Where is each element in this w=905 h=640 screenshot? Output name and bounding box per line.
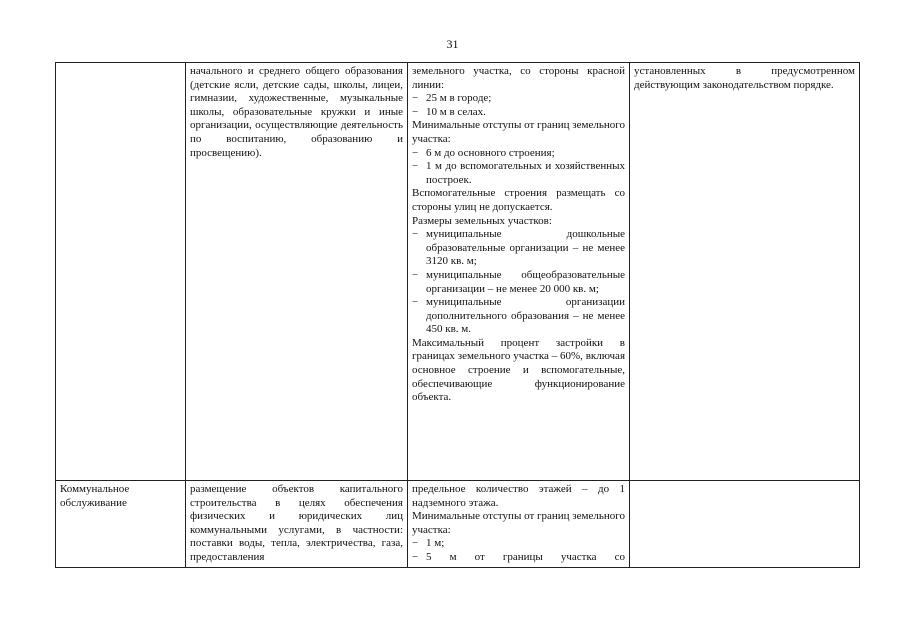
document-table <box>55 62 860 568</box>
list-item-text: 1 м; <box>426 537 445 550</box>
dash-bullet: − <box>412 296 419 309</box>
paragraph: земельного участка, со стороны красной линии: <box>412 65 625 91</box>
list-item-text: 6 м до основного строения; <box>426 146 555 159</box>
list-item <box>412 92 625 106</box>
list-item-text: 10 м в селах. <box>426 105 486 118</box>
cell-activity-type <box>56 63 186 481</box>
dash-bullet: − <box>412 268 419 281</box>
cell-description: размещение объектов капитального строительства в целях обеспечения физических и юридических лиц коммунальными услугами, в частности: поставки воды, тепла, электричества, газа, предоставления <box>186 481 408 568</box>
dash-bullet: − <box>412 228 419 241</box>
list-item <box>412 147 625 161</box>
list-item <box>412 160 625 187</box>
dash-bullet: − <box>412 105 419 118</box>
dash-bullet: − <box>412 537 419 550</box>
list-item <box>412 269 625 296</box>
list-item-text: муниципальные дошкольные образовательные организации – не менее 3120 кв. м; <box>426 228 625 268</box>
list-item <box>412 551 625 565</box>
cell-description: начального и среднего общего образования (детские ясли, детские сады, школы, лицеи, гимназии, художественные, музыкальные школы, образовательные кружки и иные организации, осуществляющие деятельность по воспитанию, образованию и просвещению). <box>186 63 408 481</box>
cell-parameters <box>408 63 630 481</box>
paragraph: Вспомогательные строения размещать со стороны улиц не допускается. <box>412 187 625 213</box>
cell-notes: установленных в предусмотренном действующим законодательством порядке. <box>630 63 860 481</box>
list-item-text: муниципальные общеобразовательные организации – не менее 20 000 кв. м; <box>426 268 625 295</box>
table-row <box>56 63 860 481</box>
table-row <box>56 481 860 568</box>
cell-activity-type: Коммунальное обслуживание <box>56 481 186 568</box>
list-item <box>412 228 625 269</box>
dash-bullet: − <box>412 160 419 173</box>
paragraph: предельное количество этажей – до 1 надземного этажа. <box>412 483 625 509</box>
list-item-text: 25 м в городе; <box>426 92 492 105</box>
list-item-text: муниципальные организации дополнительного образования – не менее 450 кв. м. <box>426 296 625 336</box>
cell-notes <box>630 481 860 568</box>
list-item-text: 1 м до вспомогательных и хозяйственных построек. <box>426 160 625 186</box>
list-item <box>412 296 625 337</box>
paragraph: Минимальные отступы от границ земельного участка: <box>412 119 626 145</box>
list-item-text: 5 м от границы участка со <box>426 550 625 563</box>
paragraph: Максимальный процент застройки в границах земельного участка – 60%, включая основное строение и вспомогательные, обеспечивающие функционирование объекта. <box>412 336 625 404</box>
cell-parameters <box>408 481 630 568</box>
dash-bullet: − <box>412 146 419 159</box>
dash-bullet: − <box>412 550 419 563</box>
list-item <box>412 537 625 551</box>
paragraph: Размеры земельных участков: <box>412 214 552 227</box>
list-item <box>412 106 625 120</box>
paragraph: Минимальные отступы от границ земельного участка: <box>412 510 626 536</box>
page-number: 31 <box>446 37 459 51</box>
dash-bullet: − <box>412 92 419 105</box>
